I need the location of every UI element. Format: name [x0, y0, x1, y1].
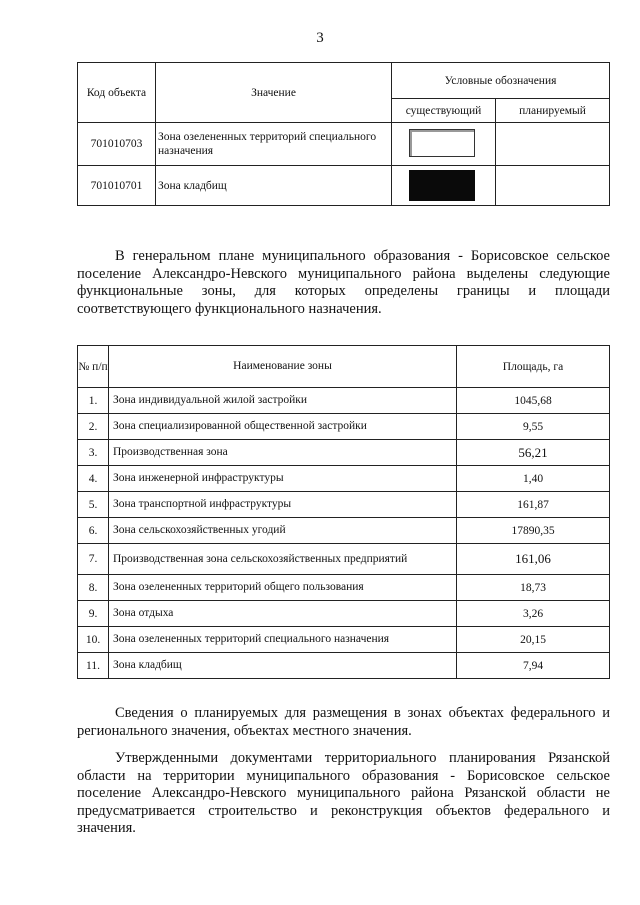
table-row — [78, 518, 610, 544]
legend-header-existing: существующий — [392, 99, 496, 123]
zone-num: 4. — [78, 466, 109, 492]
legend-meaning: Зона озелененных территорий специального назначения — [156, 123, 392, 166]
table-row — [78, 544, 610, 575]
zone-name: Зона индивидуальной жилой застройки — [109, 388, 457, 414]
zone-name: Зона специализированной общественной застройки — [109, 414, 457, 440]
zone-num: 11. — [78, 653, 109, 679]
zone-area: 1045,68 — [457, 388, 610, 414]
table-row — [78, 627, 610, 653]
zone-num: 3. — [78, 440, 109, 466]
legend-existing-cell — [392, 123, 496, 166]
table-row — [78, 388, 610, 414]
zone-area: 18,73 — [457, 575, 610, 601]
zone-num: 2. — [78, 414, 109, 440]
zone-num: 1. — [78, 388, 109, 414]
legend-existing-cell — [392, 166, 496, 206]
table-row — [78, 123, 610, 166]
zone-area: 17890,35 — [457, 518, 610, 544]
zone-name: Зона озелененных территорий общего пользования — [109, 575, 457, 601]
legend-header-meaning: Значение — [156, 63, 392, 123]
legend-planned-cell — [496, 123, 610, 166]
solid-swatch-icon — [409, 170, 475, 201]
table-row — [78, 653, 610, 679]
paragraph-planned-objects: Сведения о планируемых для размещения в зонах объектах федерального и регионального значения, объектах местного значения. — [77, 705, 610, 739]
zone-name: Зона отдыха — [109, 601, 457, 627]
zones-table — [77, 345, 610, 679]
zones-header-num: № п/п — [78, 346, 109, 388]
table-row — [78, 466, 610, 492]
zone-name: Зона инженерной инфраструктуры — [109, 466, 457, 492]
outline-swatch-icon — [409, 129, 475, 157]
legend-header-symbols: Условные обозначения — [392, 63, 610, 99]
zone-area: 9,55 — [457, 414, 610, 440]
paragraph-zones-intro: В генеральном плане муниципального образования - Борисовское сельское поселение Александро-Невского муниципального района выделены следующие функциональные зоны, для которых определены границы и площади соответствующего функционального назначения. — [77, 248, 610, 317]
table-row — [78, 575, 610, 601]
table-row — [78, 166, 610, 206]
legend-table — [77, 62, 610, 206]
legend-header-code: Код объекта — [78, 63, 156, 123]
legend-code: 701010703 — [78, 123, 156, 166]
zones-header-name: Наименование зоны — [109, 346, 457, 388]
legend-planned-cell — [496, 166, 610, 206]
paragraph-territorial-planning: Утвержденными документами территориального планирования Рязанской области на территории муниципального образования - Борисовское сельское поселение Александро-Невского муниципального района Рязанской области не предусматривается строительство и реконструкция объектов федерального и значения. — [77, 750, 610, 836]
legend-header-planned: планируемый — [496, 99, 610, 123]
zone-area: 161,06 — [457, 544, 610, 575]
zones-header-area: Площадь, га — [457, 346, 610, 388]
zone-num: 8. — [78, 575, 109, 601]
table-row — [78, 414, 610, 440]
zone-name: Зона транспортной инфраструктуры — [109, 492, 457, 518]
zone-area: 56,21 — [457, 440, 610, 466]
zone-name: Зона сельскохозяйственных угодий — [109, 518, 457, 544]
table-row — [78, 601, 610, 627]
zone-num: 5. — [78, 492, 109, 518]
zone-area: 20,15 — [457, 627, 610, 653]
zone-name: Производственная зона сельскохозяйственных предприятий — [109, 544, 457, 575]
legend-code: 701010701 — [78, 166, 156, 206]
zone-num: 9. — [78, 601, 109, 627]
zone-num: 10. — [78, 627, 109, 653]
zone-name: Зона озелененных территорий специального назначения — [109, 627, 457, 653]
page-number: 3 — [316, 30, 324, 46]
zone-num: 7. — [78, 544, 109, 575]
legend-meaning: Зона кладбищ — [156, 166, 392, 206]
zone-name: Зона кладбищ — [109, 653, 457, 679]
zone-name: Производственная зона — [109, 440, 457, 466]
zone-area: 161,87 — [457, 492, 610, 518]
zone-num: 6. — [78, 518, 109, 544]
table-row — [78, 492, 610, 518]
zone-area: 7,94 — [457, 653, 610, 679]
table-row — [78, 440, 610, 466]
zone-area: 3,26 — [457, 601, 610, 627]
zone-area: 1,40 — [457, 466, 610, 492]
